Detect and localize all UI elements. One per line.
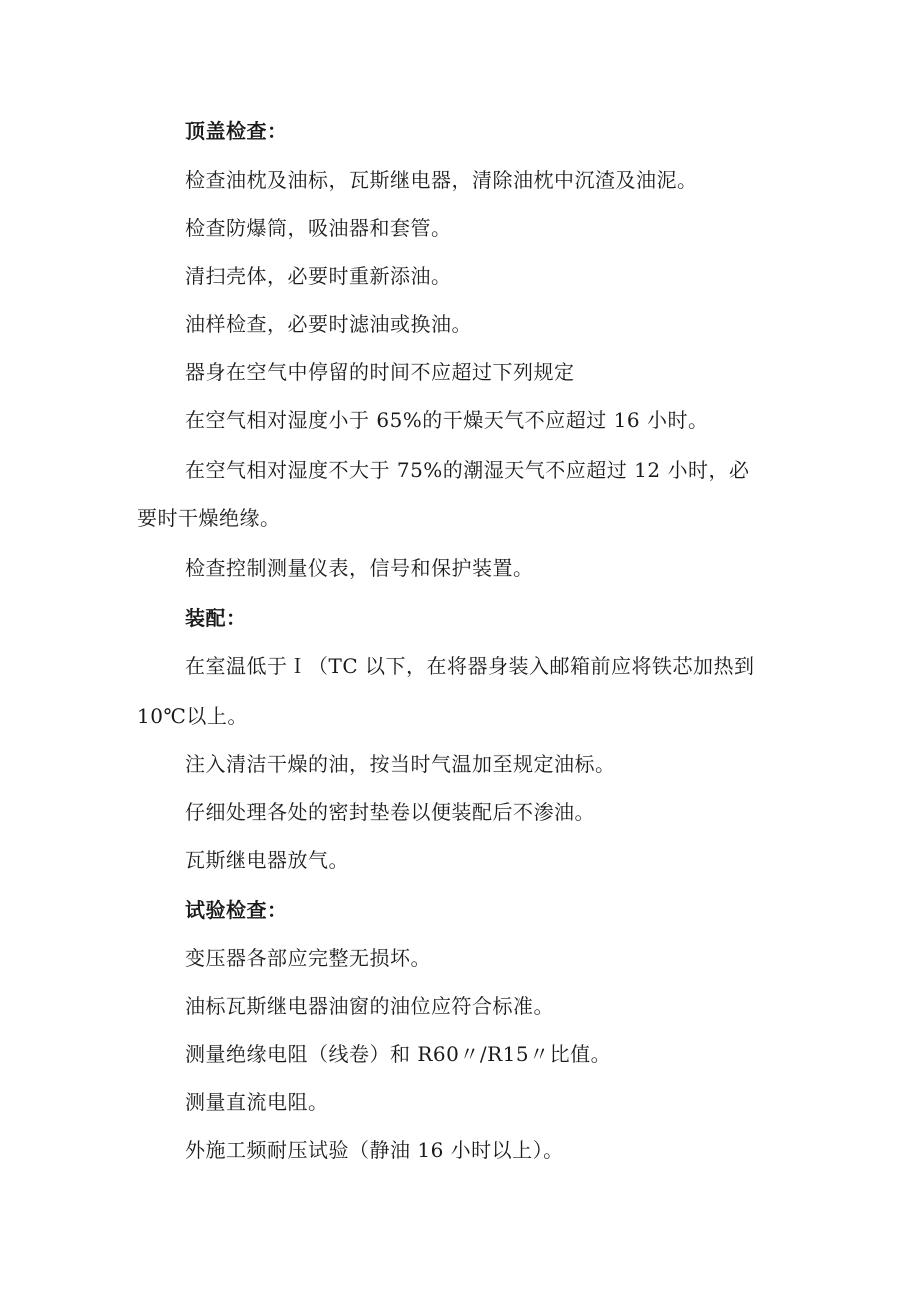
paragraph-line: 油标瓦斯继电器油窗的油位应符合标准。 bbox=[185, 994, 554, 1018]
section-heading: 试验检查： bbox=[185, 898, 288, 922]
paragraph-line: 仔细处理各处的密封垫卷以便装配后不渗油。 bbox=[185, 800, 595, 824]
paragraph-line: 在室温低于Ｉ（TC 以下，在将器身装入邮箱前应将铁芯加热到 bbox=[185, 654, 755, 678]
paragraph-line: 10℃以上。 bbox=[137, 704, 248, 728]
paragraph-line: 检查控制测量仪表，信号和保护装置。 bbox=[185, 556, 534, 580]
paragraph-line: 油样检查，必要时滤油或换油。 bbox=[185, 312, 472, 336]
paragraph-line: 检查防爆筒，吸油器和套管。 bbox=[185, 216, 452, 240]
paragraph-line: 变压器各部应完整无损坏。 bbox=[185, 946, 431, 970]
paragraph-line: 清扫壳体，必要时重新添油。 bbox=[185, 264, 452, 288]
section-heading: 顶盖检查： bbox=[185, 119, 288, 143]
paragraph-line: 要时干燥绝缘。 bbox=[137, 506, 281, 530]
paragraph-line: 在空气相对湿度不大于 75%的潮湿天气不应超过 12 小时，必 bbox=[185, 458, 750, 482]
paragraph-line: 在空气相对湿度小于 65%的干燥天气不应超过 16 小时。 bbox=[185, 408, 709, 432]
paragraph-line: 检查油枕及油标，瓦斯继电器，清除油枕中沉渣及油泥。 bbox=[185, 168, 698, 192]
paragraph-line: 外施工频耐压试验（静油 16 小时以上）。 bbox=[185, 1138, 564, 1162]
paragraph-line: 测量直流电阻。 bbox=[185, 1090, 329, 1114]
paragraph-line: 器身在空气中停留的时间不应超过下列规定 bbox=[185, 360, 575, 384]
paragraph-line: 瓦斯继电器放气。 bbox=[185, 848, 349, 872]
section-heading: 装配： bbox=[185, 606, 247, 630]
paragraph-line: 注入清洁干燥的油，按当时气温加至规定油标。 bbox=[185, 752, 616, 776]
paragraph-line: 测量绝缘电阻（线卷）和 R60〃/R15〃比值。 bbox=[185, 1042, 612, 1066]
